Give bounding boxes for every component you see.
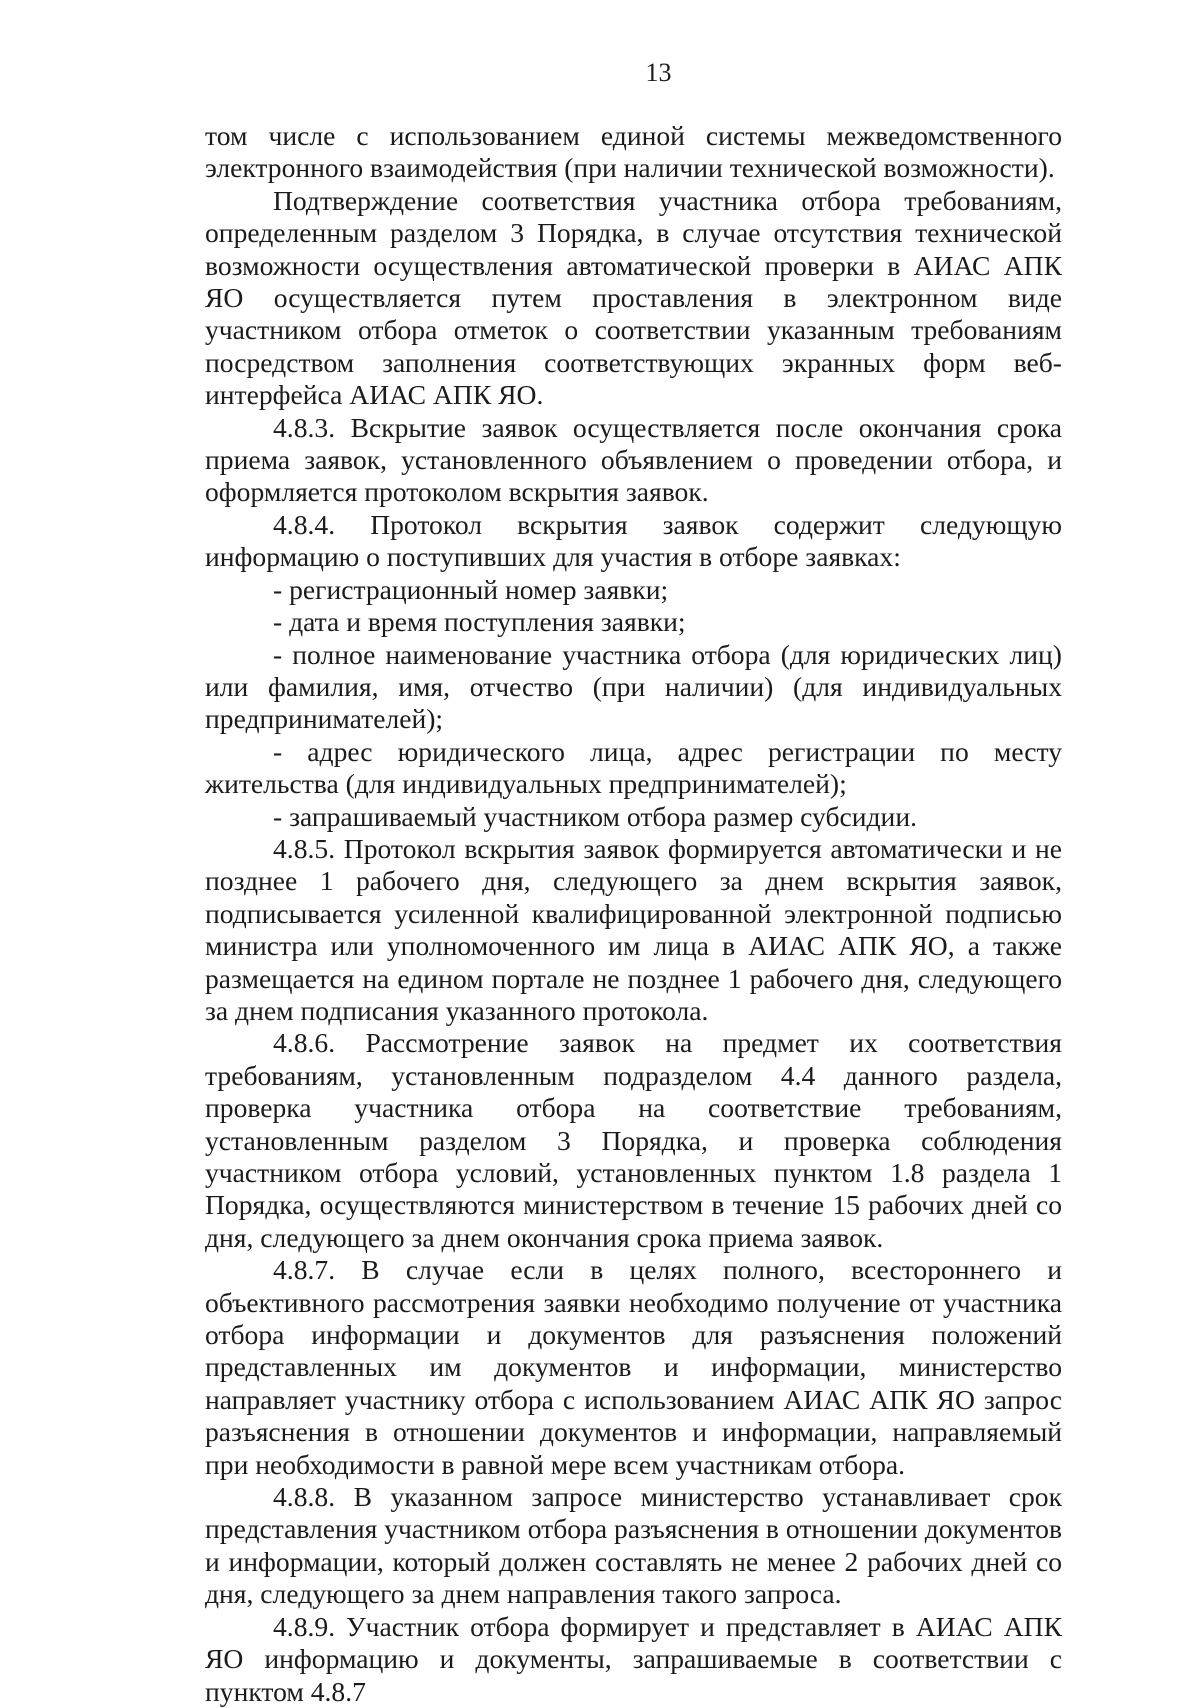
list-item: - полное наименование участника отбора (для юридических лиц) или фамилия, имя, отчество (при наличии) (для индивидуальных предпринимателей); (205, 638, 1062, 735)
paragraph-confirmation: Подтверждение соответствия участника отбора требованиям, определенным разделом 3 Порядка, в случае отсутствия технической возможности осуществления автоматической проверки в АИАС АПК ЯО осуществляется путем проставления в электронном виде участником отбора отметок о соответствии указанным требованиям посредством заполнения соответствующих экранных форм веб-интерфейса АИАС АПК ЯО. (205, 184, 1062, 411)
list-item: - регистрационный номер заявки; (273, 573, 669, 605)
paragraph-4-8-4: 4.8.4. Протокол вскрытия заявок содержит следующую информацию о поступивших для участия в отборе заявках: (205, 508, 1062, 573)
paragraph-4-8-8: 4.8.8. В указанном запросе министерство устанавливает срок представления участником отбора разъяснения в отношении документов и информации, который должен составлять не менее 2 рабочих дней со дня, следующего за днем направления такого запроса. (205, 1481, 1062, 1610)
body-text (205, 120, 1062, 1708)
paragraph-4-8-3: 4.8.3. Вскрытие заявок осуществляется после окончания срока приема заявок, установленного объявлением о проведении отбора, и оформляется протоколом вскрытия заявок. (205, 411, 1062, 508)
list-item: - запрашиваемый участником отбора размер субсидии. (273, 800, 917, 832)
list-item: - адрес юридического лица, адрес регистрации по месту жительства (для индивидуальных предпринимателей); (205, 735, 1062, 800)
paragraph-4-8-9: 4.8.9. Участник отбора формирует и представляет в АИАС АПК ЯО информацию и документы, запрашиваемые в соответствии с пунктом 4.8.7 (205, 1610, 1062, 1707)
paragraph-4-8-5: 4.8.5. Протокол вскрытия заявок формируется автоматически и не позднее 1 рабочего дня, следующего за днем вскрытия заявок, подписывается усиленной квалифицированной электронной подписью министра или уполномоченного им лица в АИАС АПК ЯО, а также размещается на едином портале не позднее 1 рабочего дня, следующего за днем подписания указанного протокола. (205, 832, 1062, 1026)
paragraph-4-8-6: 4.8.6. Рассмотрение заявок на предмет их соответствия требованиям, установленным подразделом 4.4 данного раздела, проверка участника отбора на соответствие требованиям, установленным разделом 3 Порядка, и проверка соблюдения участником отбора условий, установленных пунктом 1.8 раздела 1 Порядка, осуществляются министерством в течение 15 рабочих дней со дня, следующего за днем окончания срока приема заявок. (205, 1027, 1062, 1253)
paragraph-4-8-7: 4.8.7. В случае если в целях полного, всестороннего и объективного рассмотрения заявки необходимо получение от участника отбора информации и документов для разъяснения положений представленных им документов и информации, министерство направляет участнику отбора с использованием АИАС АПК ЯО запрос разъяснения в отношении документов и информации, направляемый при необходимости в равной мере всем участникам отбора. (205, 1254, 1062, 1480)
page-number: 13 (645, 58, 672, 87)
paragraph-continuation: том числе с использованием единой системы межведомственного электронного взаимодействия (при наличии технической возможности). (205, 120, 1062, 184)
list-item: - дата и время поступления заявки; (273, 606, 686, 638)
